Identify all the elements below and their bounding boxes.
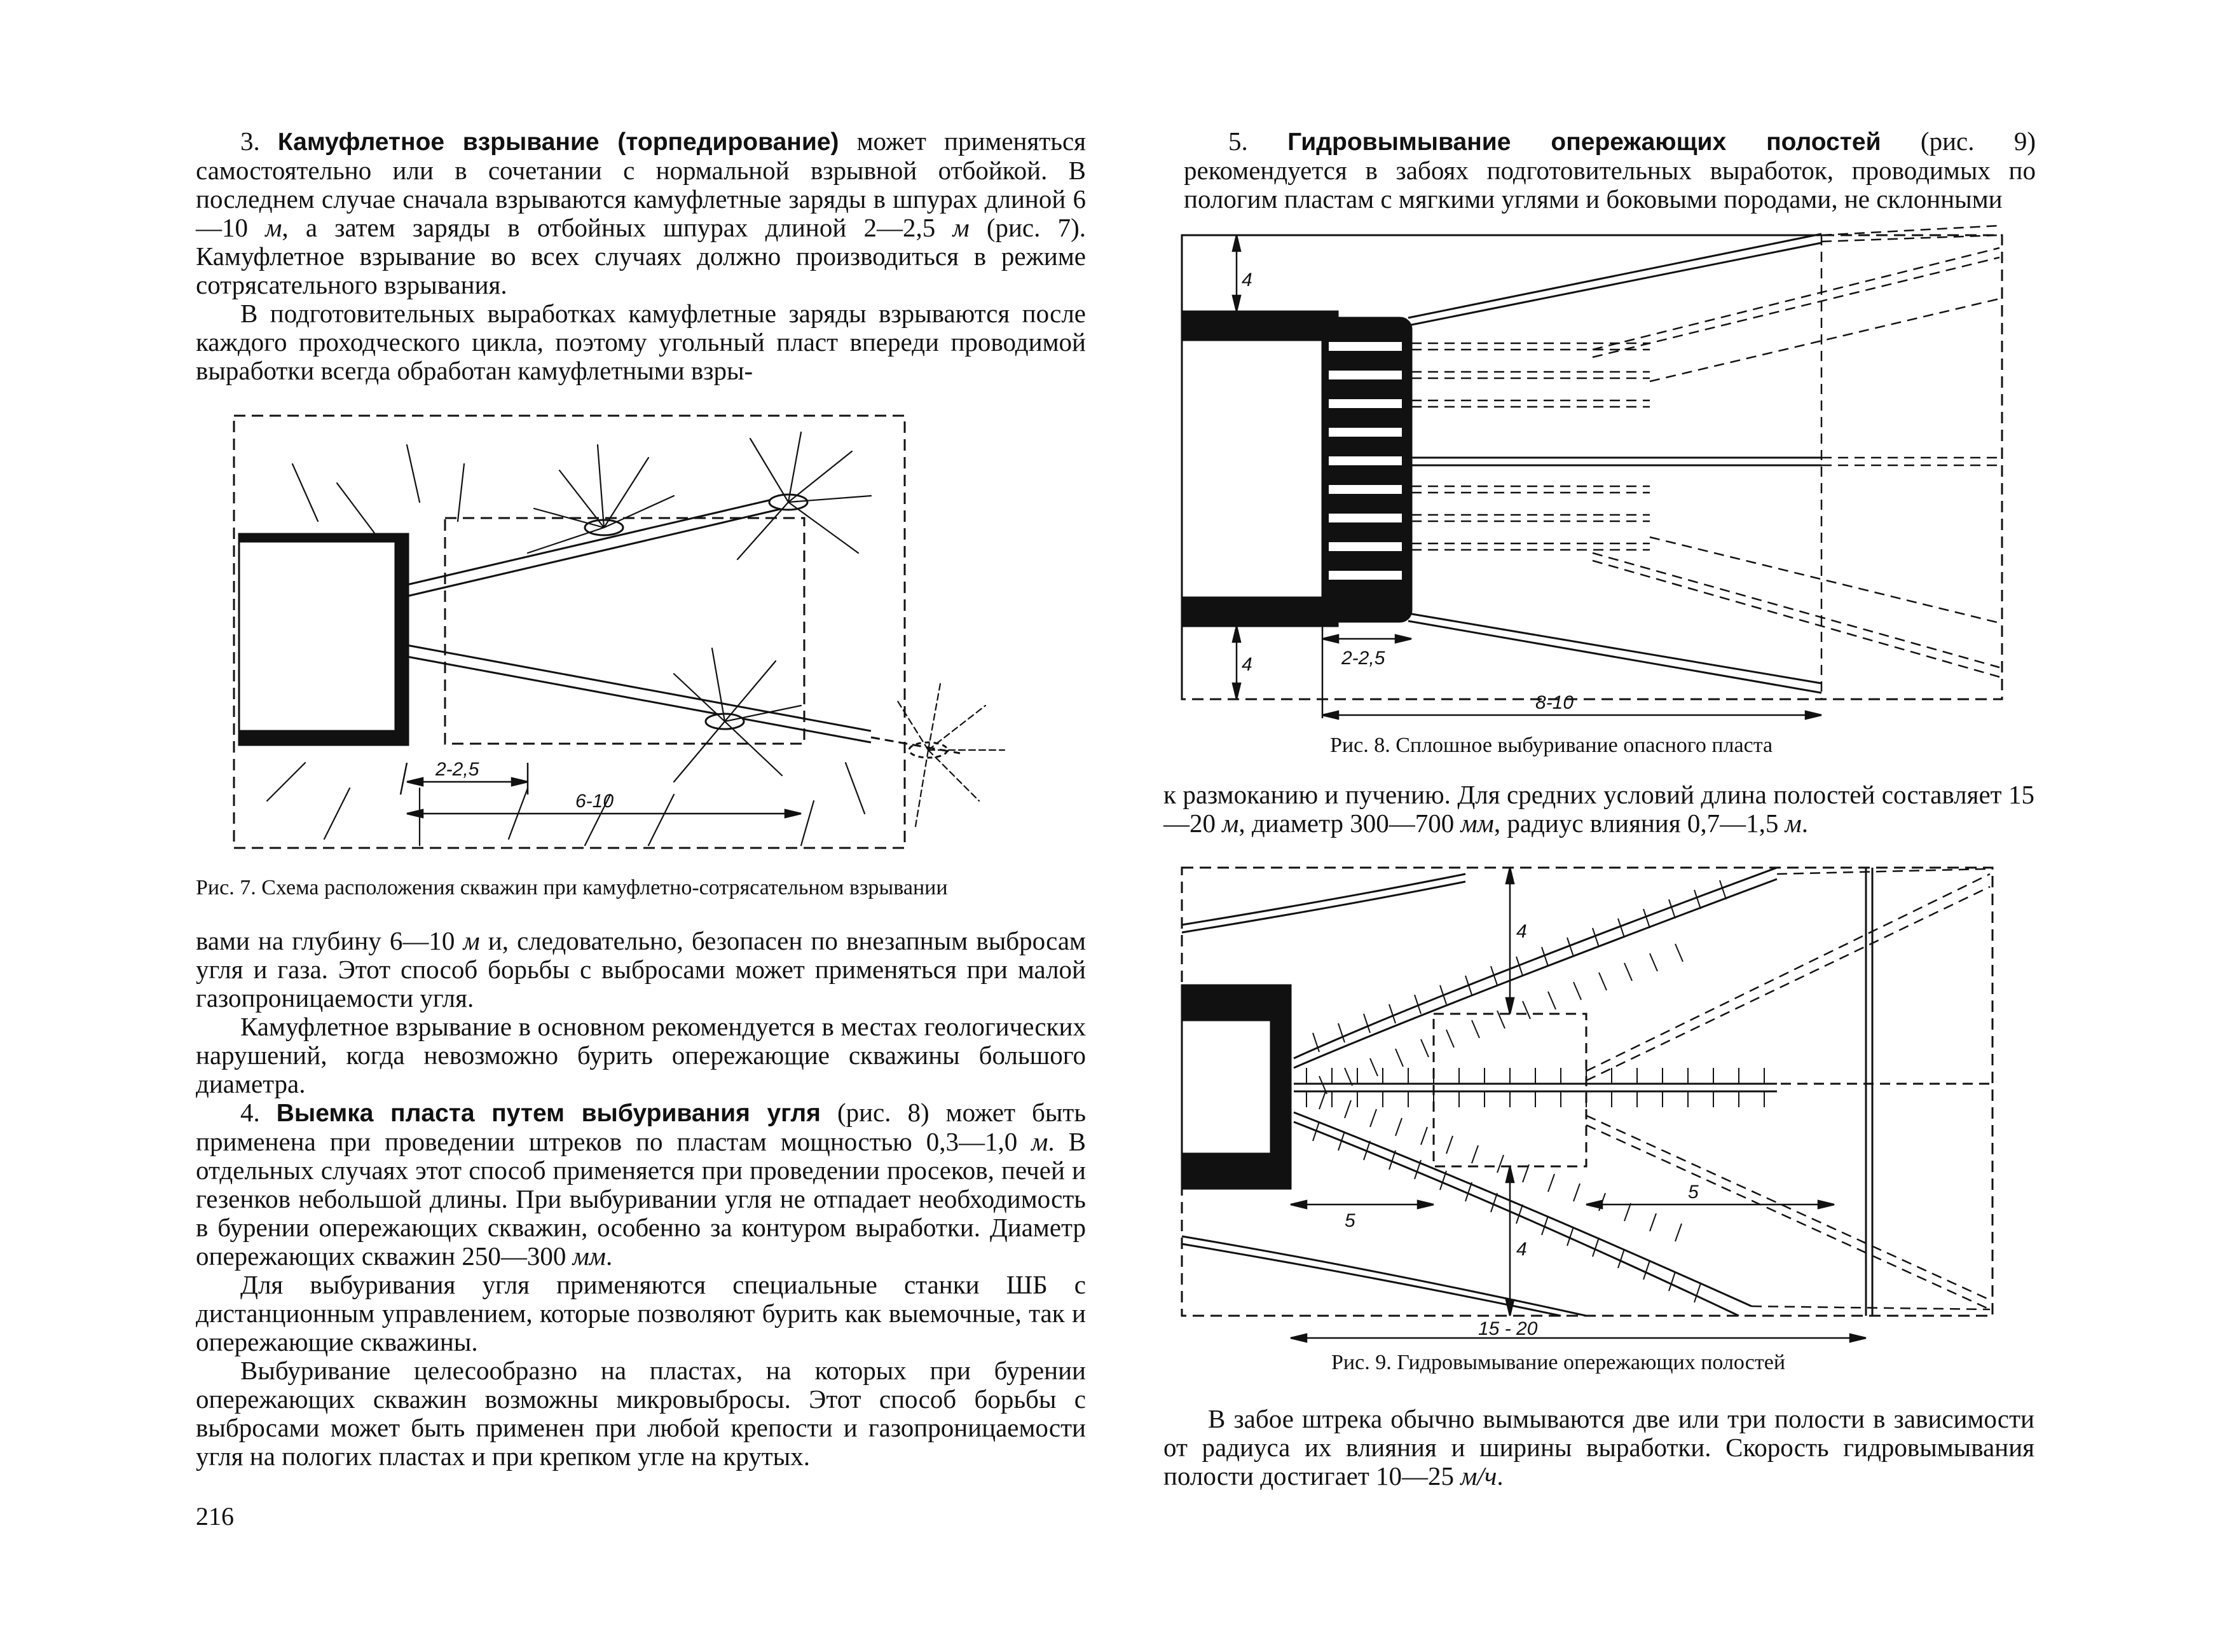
fig7-dim-2-2-5: 2-2,5 [435,759,479,780]
figure-8-caption: Рис. 8. Сплошное выбуривание опасного пласта [1330,734,1773,757]
left-column-top [196,127,1086,385]
right-column-top [1184,127,2036,214]
figure-7-caption: Рис. 7. Схема расположения скважин при камуфлетно-сотрясательном взрывании [196,876,948,899]
fig9-dim-5-right: 5 [1688,1182,1699,1203]
fig7-dim-6-10: 6-10 [575,791,614,812]
paragraph-cavity-parameters: к размоканию и пучению. Для средних условий длина полостей составляет 15—20 м, диаметр 300—700 мм, радиус влияния 0,7—1,5 м. [1163,780,2034,838]
page-number: 216 [196,1502,234,1531]
paragraph-geological-faults: Камуфлетное взрывание в основном рекомендуется в местах геологических нарушений, когда невозможно бурить опережающие скважины большого диаметра. [196,1012,1086,1098]
figure-7-diagram [229,407,1081,858]
figure-9-diagram [1179,861,2019,1351]
figure-9-caption: Рис. 9. Гидровымывание опережающих полостей [1331,1351,1786,1374]
fig9-dim-height-bottom: 4 [1516,1239,1527,1260]
paragraph-microbursts: Выбуривание целесообразно на пластах, на которых при бурении опережающих скважин возможны микровыбросы. Этот способ борьбы с выбросами может быть применен при любой крепости и газопроницаемости угля на пологих пластах и при крепком угле на крутых. [196,1356,1086,1471]
paragraph-camouflet-depth: вами на глубину 6—10 м и, следовательно, безопасен по внезапным выбросам угля и газа. Этот способ борьбы с выбросами может применяться при малой газопроницаемости угля. [196,926,1086,1013]
right-column-bottom [1163,1405,2034,1491]
fig9-dim-5-left: 5 [1345,1210,1355,1231]
paragraph-3-camouflet: 3. Камуфлетное взрывание (торпедирование) может применяться самостоятельно или в сочетании с нормальной взрывной отбойкой. В последнем случае сначала взрываются камуфлетные заряды в шпурах длиной 6—10 м, а затем заряды в отбойных шпурах длиной 2—2,5 м (рис. 7). Камуфлетное взрывание во всех случаях должно производиться в режиме сотрясательного взрывания. [196,126,1086,299]
fig9-dim-height-top: 4 [1516,921,1527,942]
paragraph-preparatory-workings: В подготовительных выработках камуфлетные заряды взрываются после каждого проходческого цикла, поэтому угольный пласт впереди проводимой выработки всегда обработан камуфлетными взры- [196,299,1086,385]
left-column-bottom [196,927,1086,1471]
paragraph-4-drilling-out: 4. Выемка пласта путем выбуривания угля (рис. 8) может быть применена при проведении штреков по пластам мощностью 0,3—1,0 м. В отдельных случаях этот способ применяется при проведении просеков, печей и гезенков небольшой длины. При выбуривании угля не отпадает необходимость в бурении опережающих скважин, особенно за контуром выработки. Диаметр опережающих скважин 250—300 мм. [196,1098,1087,1271]
figure-8-diagram [1179,222,2019,731]
paragraph-shb-machines: Для выбуривания угля применяются специальные станки ШБ с дистанционным управлением, которые позволяют бурить как выемочные, так и опережающие скважины. [196,1270,1086,1356]
paragraph-5-hydro-washing: 5. Гидровымывание опережающих полостей (рис. 9) рекомендуется в забоях подготовительных выработок, проводимых по пологим пластам с мягкими углями и боковыми породами, не склонными [1184,126,2036,214]
right-column-middle [1163,781,2034,838]
paragraph-cavities-count: В забое штрека обычно вымываются две или три полости в зависимости от радиуса их влияния и ширины выработки. Скорость гидровымывания полости достигает 10—25 м/ч. [1163,1404,2034,1491]
fig8-dim-height-top: 4 [1242,270,1252,290]
fig8-dim-height-bottom: 4 [1242,654,1252,675]
fig8-dim-8-10: 8-10 [1535,692,1574,713]
fig8-dim-2-2-5: 2-2,5 [1341,648,1385,669]
fig9-dim-15-20: 15 - 20 [1478,1318,1538,1339]
